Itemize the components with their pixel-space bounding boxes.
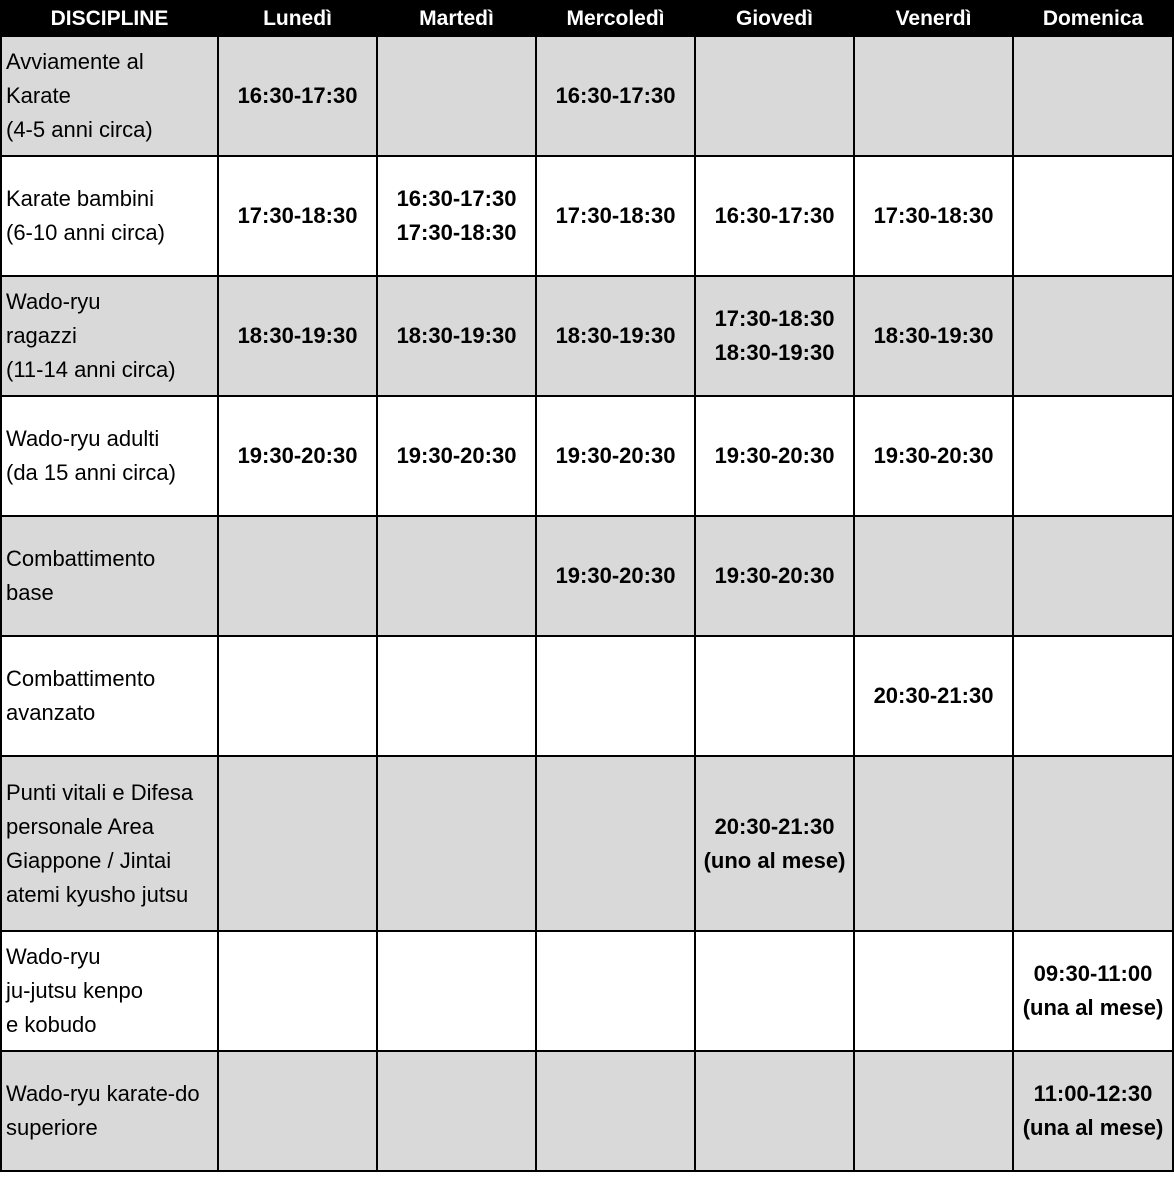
table-row — [1, 276, 1173, 396]
table-row — [1, 931, 1173, 1051]
slot-cell-thursday — [695, 396, 854, 516]
time-slot: 16:30-17:30 — [237, 83, 358, 108]
slot-cell-thursday — [695, 276, 854, 396]
slot-cell-friday — [854, 396, 1013, 516]
time-slot: 19:30-20:30 — [396, 443, 517, 468]
discipline-line: ju-jutsu kenpo — [6, 978, 143, 1003]
slot-cell-friday — [854, 36, 1013, 156]
discipline-line: Wado-ryu — [6, 289, 101, 314]
discipline-line: superiore — [6, 1115, 98, 1140]
discipline-line: Wado-ryu — [6, 944, 101, 969]
slot-cell-thursday — [695, 156, 854, 276]
discipline-line: (da 15 anni circa) — [6, 460, 176, 485]
slot-cell-wednesday — [536, 516, 695, 636]
slot-cell-tuesday — [377, 276, 536, 396]
slot-cell-friday — [854, 931, 1013, 1051]
discipline-line: (11-14 anni circa) — [6, 357, 176, 382]
discipline-cell — [1, 396, 218, 516]
time-slot-note: (uno al mese) — [703, 847, 846, 873]
discipline-line: atemi kyusho jutsu — [6, 881, 189, 907]
header-sunday: Domenica — [1013, 1, 1173, 36]
time-slot: 20:30-21:30 — [714, 813, 835, 839]
slot-cell-wednesday — [536, 276, 695, 396]
discipline-cell — [1, 756, 218, 931]
slot-cell-friday — [854, 276, 1013, 396]
time-slot: 11:00-12:30 — [1033, 1081, 1153, 1106]
slot-cell-sunday — [1013, 931, 1173, 1051]
time-slot: 19:30-20:30 — [555, 443, 676, 468]
table-row — [1, 36, 1173, 156]
slot-cell-sunday — [1013, 756, 1173, 931]
table-row — [1, 156, 1173, 276]
table-row — [1, 396, 1173, 516]
header-thursday: Giovedì — [695, 1, 854, 36]
time-slot: 17:30-18:30 — [555, 203, 676, 228]
slot-cell-monday — [218, 756, 377, 931]
slot-cell-friday — [854, 756, 1013, 931]
slot-cell-wednesday — [536, 396, 695, 516]
header-friday: Venerdì — [854, 1, 1013, 36]
discipline-line: Karate — [6, 83, 71, 108]
header-discipline: DISCIPLINE — [1, 1, 218, 36]
table-row — [1, 636, 1173, 756]
slot-cell-wednesday — [536, 756, 695, 931]
time-slot: 20:30-21:30 — [873, 683, 994, 708]
slot-cell-thursday — [695, 36, 854, 156]
time-slot-note: (una al mese) — [1022, 995, 1164, 1020]
slot-cell-monday — [218, 156, 377, 276]
slot-cell-monday — [218, 636, 377, 756]
header-monday: Lunedì — [218, 1, 377, 36]
time-slot: 16:30-17:30 — [396, 186, 517, 211]
time-slot: 19:30-20:30 — [714, 443, 835, 468]
slot-cell-friday — [854, 636, 1013, 756]
time-slot: 16:30-17:30 — [555, 83, 676, 108]
slot-cell-wednesday — [536, 636, 695, 756]
slot-cell-monday — [218, 516, 377, 636]
discipline-cell — [1, 156, 218, 276]
time-slot: 18:30-19:30 — [396, 323, 517, 348]
discipline-cell — [1, 1051, 218, 1171]
discipline-line: personale Area — [6, 813, 154, 839]
discipline-cell — [1, 636, 218, 756]
discipline-line: avanzato — [6, 700, 96, 725]
slot-cell-sunday — [1013, 516, 1173, 636]
discipline-line: Karate bambini — [6, 186, 154, 211]
slot-cell-friday — [854, 156, 1013, 276]
slot-cell-thursday — [695, 516, 854, 636]
time-slot: 18:30-19:30 — [555, 323, 676, 348]
discipline-line: Wado-ryu karate-do — [6, 1081, 200, 1106]
slot-cell-friday — [854, 516, 1013, 636]
time-slot: 17:30-18:30 — [396, 220, 517, 245]
slot-cell-friday — [854, 1051, 1013, 1171]
slot-cell-wednesday — [536, 156, 695, 276]
slot-cell-tuesday — [377, 931, 536, 1051]
slot-cell-tuesday — [377, 756, 536, 931]
time-slot: 19:30-20:30 — [714, 563, 835, 588]
time-slot: 17:30-18:30 — [714, 306, 835, 331]
time-slot: 19:30-20:30 — [237, 443, 358, 468]
header-row — [1, 1, 1173, 36]
slot-cell-sunday — [1013, 396, 1173, 516]
slot-cell-thursday — [695, 756, 854, 931]
slot-cell-tuesday — [377, 36, 536, 156]
time-slot: 18:30-19:30 — [873, 323, 994, 348]
discipline-line: (4-5 anni circa) — [6, 117, 153, 142]
slot-cell-monday — [218, 1051, 377, 1171]
time-slot: 16:30-17:30 — [714, 203, 835, 228]
discipline-line: Punti vitali e Difesa — [6, 779, 194, 805]
slot-cell-thursday — [695, 636, 854, 756]
slot-cell-sunday — [1013, 36, 1173, 156]
time-slot: 18:30-19:30 — [237, 323, 358, 348]
discipline-line: Giappone / Jintai — [6, 847, 172, 873]
header-wednesday: Mercoledì — [536, 1, 695, 36]
discipline-line: Combattimento — [6, 666, 156, 691]
discipline-cell — [1, 276, 218, 396]
slot-cell-tuesday — [377, 396, 536, 516]
discipline-line: Avviamente al — [6, 49, 144, 74]
slot-cell-wednesday — [536, 36, 695, 156]
time-slot: 19:30-20:30 — [555, 563, 676, 588]
slot-cell-thursday — [695, 1051, 854, 1171]
discipline-line: (6-10 anni circa) — [6, 220, 165, 245]
discipline-cell — [1, 36, 218, 156]
slot-cell-sunday — [1013, 1051, 1173, 1171]
slot-cell-sunday — [1013, 276, 1173, 396]
slot-cell-tuesday — [377, 156, 536, 276]
slot-cell-sunday — [1013, 636, 1173, 756]
slot-cell-monday — [218, 36, 377, 156]
time-slot: 18:30-19:30 — [714, 340, 835, 365]
slot-cell-thursday — [695, 931, 854, 1051]
slot-cell-monday — [218, 396, 377, 516]
time-slot: 09:30-11:00 — [1033, 961, 1153, 986]
discipline-line: e kobudo — [6, 1012, 97, 1037]
slot-cell-tuesday — [377, 516, 536, 636]
header-tuesday: Martedì — [377, 1, 536, 36]
slot-cell-monday — [218, 931, 377, 1051]
time-slot: 17:30-18:30 — [237, 203, 358, 228]
slot-cell-sunday — [1013, 156, 1173, 276]
table-row — [1, 1051, 1173, 1171]
slot-cell-wednesday — [536, 931, 695, 1051]
table-row — [1, 756, 1173, 931]
discipline-line: ragazzi — [6, 323, 77, 348]
time-slot: 19:30-20:30 — [873, 443, 994, 468]
time-slot: 17:30-18:30 — [873, 203, 994, 228]
slot-cell-wednesday — [536, 1051, 695, 1171]
discipline-cell — [1, 931, 218, 1051]
discipline-cell — [1, 516, 218, 636]
slot-cell-tuesday — [377, 636, 536, 756]
discipline-line: Wado-ryu adulti — [6, 426, 160, 451]
discipline-line: base — [6, 580, 54, 605]
slot-cell-tuesday — [377, 1051, 536, 1171]
table-row — [1, 516, 1173, 636]
time-slot-note: (una al mese) — [1022, 1115, 1164, 1140]
discipline-line: Combattimento — [6, 546, 156, 571]
slot-cell-monday — [218, 276, 377, 396]
